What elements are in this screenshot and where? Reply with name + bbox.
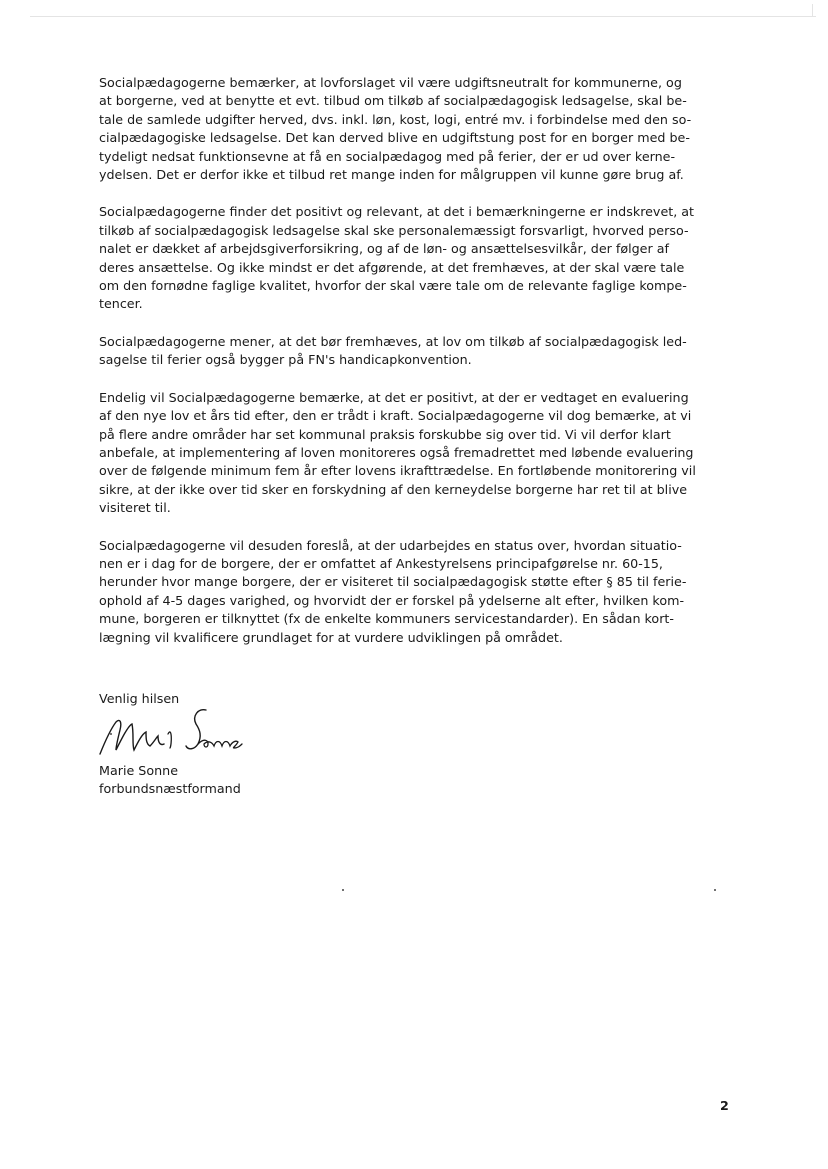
letter-body [99,74,731,647]
text-line: nen er i dag for de borgere, der er omfattet af Ankestyrelsens principafgørelse nr. 60-15, [99,555,663,571]
page-corner-mark [812,4,813,16]
text-line: nalet er dækket af arbejdsgiverforsikring, og af de løn- og ansættelsesvilkår, der følger af [99,241,669,257]
text-line: om den fornødne faglige kvalitet, hvorfor der skal være tale om de relevante faglige kompe- [99,278,687,294]
text-line: tencer. [99,296,143,312]
text-line: tale de samlede udgifter herved, dvs. inkl. løn, kost, logi, entré mv. i forbindelse med den so- [99,111,692,127]
scan-speck [342,889,344,891]
paragraph-2 [99,203,731,313]
text-line: deres ansættelse. Og ikke mindst er det afgørende, at det fremhæves, at der skal være tale [99,259,685,275]
text-line: cialpædagogiske ledsagelse. Det kan derved blive en udgiftstung post for en borger med be- [99,130,690,146]
text-line: tydeligt nedsat funktionsevne at få en socialpædagog med på ferier, der er ud over kerne- [99,148,676,164]
text-line: at borgerne, ved at benytte et evt. tilbud om tilkøb af socialpædagogisk ledsagelse, skal be- [99,93,687,109]
text-line: Socialpædagogerne bemærker, at lovforslaget vil være udgiftsneutralt for kommunerne, og [99,75,682,90]
text-line: på flere andre områder har set kommunal praksis forskubbe sig over tid. Vi vil derfor klart [99,426,671,442]
text-line: sagelse til ferier også bygger på FN's handicapkonvention. [99,352,472,368]
text-line: af den nye lov et års tid efter, den er trådt i kraft. Socialpædagogerne vil dog bemærke, at vi [99,408,692,424]
text-line: anbefale, at implementering af loven monitoreres også fremadrettet med løbende evaluering [99,444,694,460]
text-line: herunder hvor mange borgere, der er visiteret til socialpædagogisk støtte efter § 85 til ferie- [99,574,687,590]
text-line: Socialpædagogerne vil desuden foreslå, at der udarbejdes en status over, hvordan situatio- [99,537,682,553]
text-line: sikre, at der ikke over tid sker en forskydning af den kerneydelse borgerne har ret til at blive [99,481,688,497]
paragraph-3 [99,333,731,370]
signer-title: forbundsnæstformand [99,781,241,797]
page-number: 2 [720,1098,729,1113]
signer-block [99,762,241,799]
closing-greeting: Venlig hilsen [99,691,180,706]
paragraph-5 [99,537,731,647]
text-line: Socialpædagogerne mener, at det bør fremhæves, at lov om tilkøb af socialpædagogisk led- [99,333,687,349]
signer-name: Marie Sonne [99,763,179,778]
text-line: visiteret til. [99,500,171,516]
handwritten-signature [94,704,244,762]
text-line: mune, borgeren er tilknyttet (fx de enkelte kommuners servicestandarder). En sådan kort- [99,611,674,627]
text-line: Socialpædagogerne finder det positivt og relevant, at det i bemærkningerne er indskrevet, at [99,204,695,220]
paragraph-1 [99,74,731,184]
text-line: ydelsen. Det er derfor ikke et tilbud ret mange inden for målgruppen vil kunne gøre brug af. [99,167,684,183]
paragraph-4 [99,389,731,518]
text-line: ophold af 4-5 dages varighed, og hvorvidt der er forskel på ydelserne alt efter, hvilken kom- [99,592,685,608]
text-line: tilkøb af socialpædagogisk ledsagelse skal ske personalemæssigt forsvarligt, hvorved perso- [99,222,689,238]
text-line: over de følgende minimum fem år efter lovens ikrafttrædelse. En fortløbende monitorering vil [99,463,696,479]
text-line: Endelig vil Socialpædagogerne bemærke, at det er positivt, at der er vedtaget en evaluering [99,389,689,405]
page-top-rule [30,16,816,17]
scan-speck [714,889,716,891]
text-line: lægning vil kvalificere grundlaget for at vurdere udviklingen på området. [99,629,563,645]
